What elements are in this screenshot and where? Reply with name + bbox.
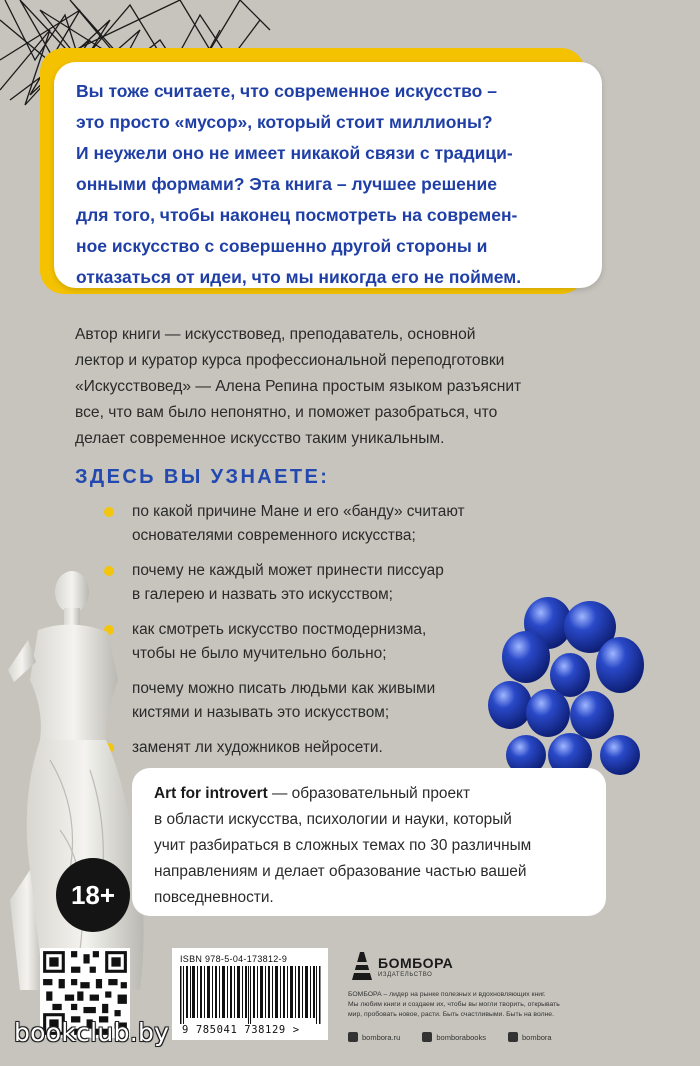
publisher-socials	[348, 1032, 678, 1042]
callout-card	[54, 62, 602, 288]
social-icon	[422, 1032, 432, 1042]
callout-line: отказаться от идеи, что мы никогда его не поймем.	[76, 267, 522, 287]
callout-line: Вы тоже считаете, что современное искусство –	[76, 81, 497, 101]
publisher-name: БОМБОРА	[378, 955, 454, 971]
globe-icon	[348, 1032, 358, 1042]
project-info-card	[132, 768, 606, 916]
publisher-blurb-line: Мы любим книги и создаем их, чтобы вы могли творить, открывать	[348, 1001, 560, 1008]
learn-heading: ЗДЕСЬ ВЫ УЗНАЕТЕ:	[75, 466, 330, 488]
list-item-text: почему можно писать людьми как живыми	[132, 680, 436, 697]
callout-line: И неужели оно не имеет никакой связи с традици-	[76, 143, 513, 163]
barcode-digits: 9 785041 738129 >	[182, 1024, 300, 1036]
isbn-label: ISBN 978-5-04-173812-9	[180, 954, 288, 964]
intro-line: «Искусствовед» — Алена Репина простым языком разъяснит	[75, 378, 522, 395]
publisher-subtitle: ИЗДАТЕЛЬСТВО	[378, 972, 433, 978]
list-item-text: заменят ли художников нейросети.	[132, 739, 383, 756]
social-link-site[interactable]	[348, 1032, 400, 1042]
publisher-blurb-line: мир, пробовать новое, расти. Быть счастливыми. Быть на волне.	[348, 1011, 554, 1018]
social-label: bombora.ru	[362, 1032, 401, 1042]
intro-line: делает современное искусство таким уникальным.	[75, 430, 445, 447]
callout-line: онными формами? Эта книга – лучшее решение	[76, 174, 497, 194]
callout-text	[76, 76, 584, 293]
project-line: — образовательный проект	[267, 785, 470, 802]
social-label: bombora	[521, 1032, 552, 1042]
project-line: в области искусства, психологии и науки, который	[154, 811, 512, 828]
callout-line: для того, чтобы наконец посмотреть на современ-	[76, 205, 518, 225]
publisher-blurb	[348, 990, 668, 1020]
project-name: Art for introvert	[154, 785, 268, 802]
list-item-text: в галерею и назвать это искусством;	[132, 586, 393, 603]
list-item-text: кистями и называть это искусством;	[132, 704, 390, 721]
callout-line: это просто «мусор», который стоит миллионы?	[76, 112, 493, 132]
isbn-barcode	[172, 948, 328, 1040]
list-item-text: основателями современного искусства;	[132, 527, 416, 544]
project-line: направлениям и делает образование частью вашей	[154, 863, 527, 880]
project-line: учит разбираться в сложных темах по 30 различным	[154, 837, 532, 854]
blue-balloon-flower-illustration	[470, 595, 655, 780]
bullet-dot-icon	[104, 507, 114, 517]
list-item-text: чтобы не было мучительно больно;	[132, 645, 387, 662]
intro-line: лектор и куратор курса профессиональной переподготовки	[75, 352, 505, 369]
age-rating-badge: 18+	[56, 858, 130, 932]
list-item	[100, 500, 520, 548]
list-item-text: как смотреть искусство постмодернизма,	[132, 621, 427, 638]
callout-line: ное искусство с совершенно другой стороны и	[76, 236, 488, 256]
intro-line: все, что вам было непонятно, и поможет разобраться, что	[75, 404, 498, 421]
video-icon	[508, 1032, 518, 1042]
list-item-text: по какой причине Мане и его «банду» считают	[132, 503, 465, 520]
social-link-books[interactable]	[422, 1032, 486, 1042]
publisher-blurb-line: БОМБОРА – лидер на рынке полезных и вдохновляющих книг.	[348, 991, 546, 998]
author-intro	[75, 322, 595, 452]
social-link-video[interactable]	[508, 1032, 552, 1042]
watermark: bookclub.by	[14, 1018, 170, 1047]
list-item-text: почему не каждый может принести писсуар	[132, 562, 444, 579]
barcode-icon	[178, 966, 322, 1024]
project-text	[154, 781, 594, 911]
intro-line: Автор книги — искусствовед, преподаватель, основной	[75, 326, 476, 343]
social-label: bomborabooks	[436, 1032, 486, 1042]
project-line: повседневности.	[154, 889, 274, 906]
